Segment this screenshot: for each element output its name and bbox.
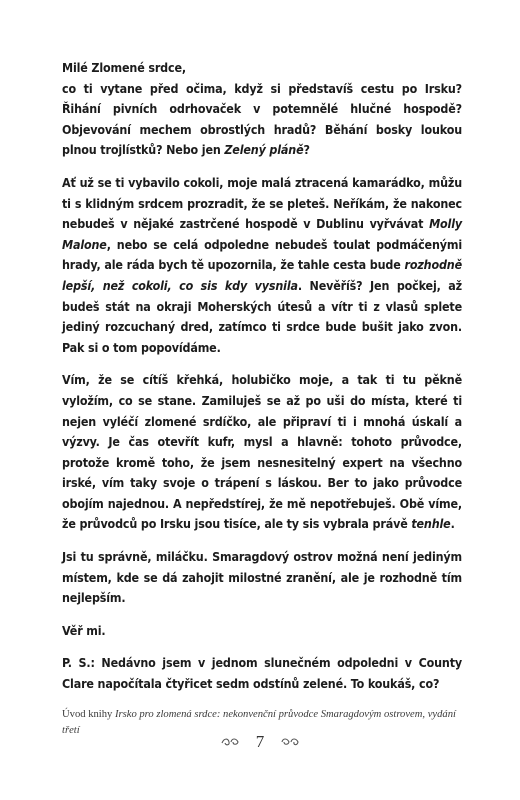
text-run: . — [450, 516, 455, 532]
left-flourish-icon — [220, 737, 240, 747]
paragraph-5 — [62, 621, 462, 642]
text-run: Vím, že se cítíš křehká, holubičko moje, a tak ti tu pěkně vyložím, co se stane. Zamiluješ se až po uši do místa, které ti nejen vyléčí zlomené srdíčko, ale připraví ti i mnohá úskalí a výzvy. Je čas otevřít kufr, mysl a hlavně: tohoto průvodce, protože kromě toho, že jsem nesnesitelný expert na všechno irské, vím taky svoje o trápení s láskou. Ber to jako průvodce obojím najednou. A nepředstírej, že mě nepotřebuješ. Obě víme, že průvodců po Irsku jsou tisíce, ale ty sis vybrala právě — [62, 372, 462, 532]
paragraph-ps — [62, 653, 462, 694]
greeting: Milé Zlomené srdce, — [62, 60, 186, 75]
italic-text-run: tenhle — [411, 516, 451, 532]
text-run: Ať už se ti vybavilo cokoli, moje malá ztracená kamarádko, můžu ti s klidným srdcem prozradit, že se pleteš. Neříkám, že nakonec nebudeš v nějaké zastrčené hospodě v Dublinu vyřvávat — [62, 174, 462, 232]
paragraph-1 — [62, 79, 462, 161]
paragraph-2 — [62, 173, 462, 358]
page-number: 7 — [255, 732, 265, 751]
text-run: , nebo se celá odpoledne nebudeš toulat podmáčenými hrady, ale ráda bych tě upozornila, že tahle cesta bude — [62, 236, 462, 273]
text-run: Úvod knihy — [62, 708, 115, 720]
italic-text-run: Zelený pláně — [224, 142, 304, 158]
letter-page — [62, 58, 462, 739]
text-run: ? — [303, 142, 310, 158]
right-flourish-icon — [280, 737, 300, 747]
text-run: Věř mi. — [62, 622, 106, 638]
text-run: . Nevěříš? Jen počkej, až budeš stát na okraji Moherských útesů a vítr ti z vlasů splete jediný rozcuchaný dred, zatímco ti srdce bude bušit jako zvon. Pak si o tom popovídáme. — [62, 277, 462, 355]
text-run: P. S.: Nedávno jsem v jednom slunečném odpoledni v County Clare napočítala čtyřicet sedm odstínů zelené. To koukáš, co? — [62, 655, 462, 692]
paragraph-4 — [62, 547, 462, 609]
paragraph-3 — [62, 370, 462, 535]
italic-text-run: Molly Malone — [62, 216, 462, 252]
text-run: co ti vytane před očima, když si představíš cestu po Irsku? Řihání pivních odrhovaček v potemnělé hlučné hospodě? Objevování mechem obrostlých hradů? Běhání bosky loukou plnou trojlístků? Nebo jen — [62, 80, 462, 158]
italic-text-run: Irsko pro zlomená srdce: nekonvenční průvodce Smaragdovým ostrovem, vydání třetí — [62, 708, 456, 736]
italic-text-run: rozhodně lepší, než cokoli, co sis kdy vysnila — [62, 257, 462, 293]
page-footer — [0, 730, 520, 754]
text-run: Jsi tu správně, miláčku. Smaragdový ostrov možná není jediným místem, kde se dá zahojit milostné zranění, ale je rozhodně tím nejlepším. — [62, 549, 462, 606]
